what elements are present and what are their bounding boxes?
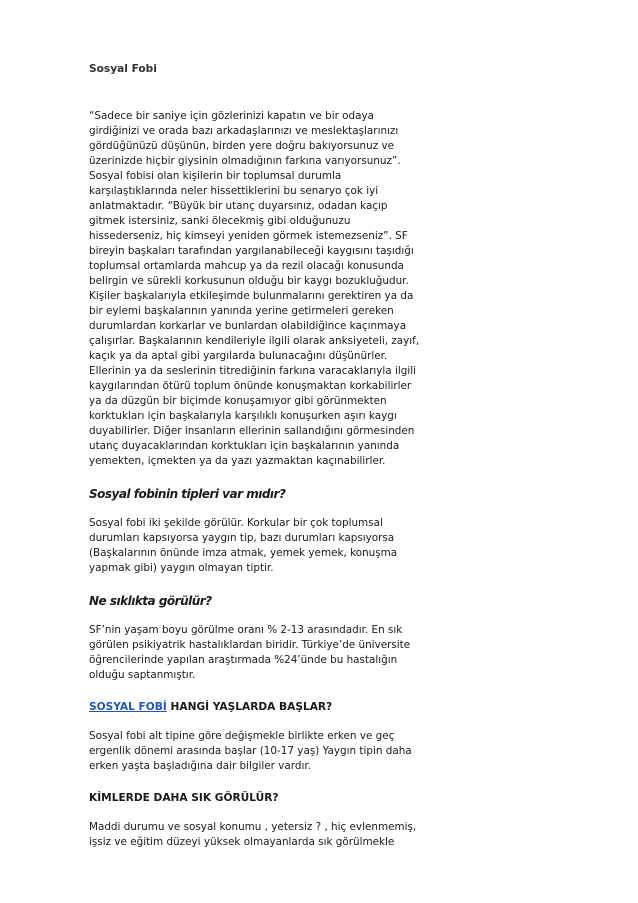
section-heading-prevalence-groups: KİMLERDE DAHA SIK GÖRÜLÜR?	[89, 792, 279, 804]
text-line: Sosyal fobisi olan kişilerin bir toplumsal durumla	[89, 170, 342, 182]
text-line: durumları kapsıyorsa yaygın tip, bazı durumları kapsıyorsa	[89, 532, 395, 544]
document-title: Sosyal Fobi	[89, 63, 157, 75]
text-line: görülen psikiyatrik hastalıklardan biridir. Türkiye’de üniversite	[89, 639, 411, 651]
text-line: gördüğünüzü düşünün, birden yere doğru bakıyorsunuz ve	[89, 140, 395, 152]
intro-paragraph	[89, 109, 420, 469]
section-paragraph-frequency	[89, 623, 411, 683]
text-line: üzerinizde hiçbir giysinin olmadığının farkına varıyorsunuz”.	[89, 155, 401, 167]
text-line: belirgin ve sürekli korkusunun olduğu bir kaygı bozukluğudur.	[89, 275, 409, 287]
section-heading-frequency: Ne sıklıkta görülür?	[89, 594, 212, 608]
text-line: çalışırlar. Başkalarının kendileriyle ilgili olarak anksiyeteli, zayıf,	[89, 335, 420, 347]
text-line: SF’nin yaşam boyu görülme oranı % 2-13 arasındadır. En sık	[89, 624, 403, 636]
text-line: “Sadece bir saniye için gözlerinizi kapatın ve bir odaya	[89, 110, 374, 122]
text-line: Kişiler başkalarıyla etkileşimde bulunmalarını gerektiren ya da	[89, 290, 414, 302]
text-line: girdiğinizi ve orada bazı arkadaşlarınızı ve meslektaşlarınızı	[89, 125, 399, 137]
section-heading-types: Sosyal fobinin tipleri var mıdır?	[89, 487, 286, 501]
text-line: durumlardan korkarlar ve bunlardan olabildiğince kaçınmaya	[89, 320, 407, 332]
section-heading-onset-age-text: HANGİ YAŞLARDA BAŞLAR?	[166, 701, 333, 713]
text-line: Sosyal fobi iki şekilde görülür. Korkular bir çok toplumsal	[89, 517, 383, 529]
text-line: Ellerinin ya da seslerinin titrediğinin farkına varacaklarıyla ilgili	[89, 365, 417, 377]
text-line: Maddi durumu ve sosyal konumu , yetersiz ? , hiç evlenmemiş,	[89, 821, 417, 833]
section-paragraph-onset-age	[89, 729, 411, 774]
section-paragraph-types	[89, 516, 411, 576]
text-line: yapmak gibi) yaygın olmayan tiptir.	[89, 562, 274, 574]
text-line: (Başkalarının önünde imza atmak, yemek yemek, konuşma	[89, 547, 398, 559]
text-line: anlatmaktadır. “Büyük bir utanç duyarsınız, odadan kaçıp	[89, 200, 388, 212]
text-line: bir eylemi başkalarının yanında yerine getirmeleri gereken	[89, 305, 394, 317]
text-line: korktukları için başkalarıyla karşılıklı konuşurken aşırı kaygı	[89, 410, 397, 422]
section-paragraph-prevalence-groups	[89, 820, 417, 850]
text-line: toplumsal ortamlarda mahcup ya da rezil olacağı konusunda	[89, 260, 404, 272]
section-heading-onset-age	[89, 700, 411, 715]
text-line: ya da düzgün bir biçimde konuşamıyor gibi görünmekten	[89, 395, 387, 407]
text-line: ergenlik dönemi arasında başlar (10-17 yaş) Yaygın tipin daha	[89, 745, 412, 757]
text-line: öğrencilerinde yapılan araştırmada %24’ünde bu hastalığın	[89, 654, 398, 666]
text-line: utanç duyacaklarından korktukları için başkalarının yanında	[89, 440, 400, 452]
text-line: erken yaşta başladığına dair bilgiler vardır.	[89, 760, 311, 772]
document-page	[89, 62, 420, 850]
text-line: işsiz ve eğitim düzeyi yüksek olmayanlarda sık görülmekle	[89, 836, 395, 848]
text-line: gitmek istersiniz, sanki ölecekmiş gibi olduğunuzu	[89, 215, 351, 227]
text-line: karşılaştıklarında neler hissettiklerini bu senaryo çok iyi	[89, 185, 379, 197]
text-line: hissederseniz, hiç kimseyi yeniden görmek istemezseniz”. SF	[89, 230, 408, 242]
text-line: yemekten, içmekten ya da yazı yazmaktan kaçınabilirler.	[89, 455, 386, 467]
text-line: bireyin başkaları tarafından yargılanabileceği kaygısını taşıdığı	[89, 245, 414, 257]
text-line: kaygılarından ötürü toplum önünde konuşmaktan korkabilirler	[89, 380, 412, 392]
text-line: olduğu saptanmıştır.	[89, 669, 196, 681]
text-line: kaçık ya da aptal gibi yargılarda bulunacağını düşünürler.	[89, 350, 388, 362]
text-line: duyabilirler. Diğer insanların ellerinin sallandığını görmesinden	[89, 425, 415, 437]
sosyal-fobi-link[interactable]: SOSYAL FOBİ	[89, 701, 167, 713]
text-line: Sosyal fobi alt tipine göre değişmekle birlikte erken ve geç	[89, 730, 395, 742]
